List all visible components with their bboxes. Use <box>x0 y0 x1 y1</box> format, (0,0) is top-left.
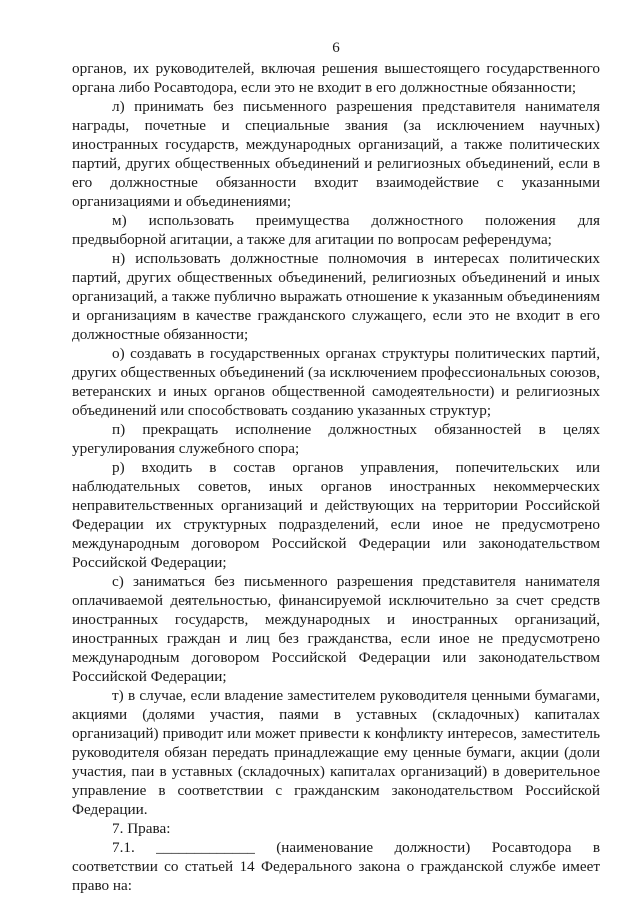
paragraph-item-o: о) создавать в государственных органах структуры политических партий, других общественных объединений (за исключением профессиональных союзов, ветеранских и иных органов общественной самодеятельности) и религиозных объединений или способствовать созданию указанных структур; <box>72 345 600 419</box>
paragraph-item-n: н) использовать должностные полномочия в интересах политических партий, других общественных объединений, религиозных объединений и иных организаций, а также публично выражать отношение к указанным объединениям и организациям в качестве гражданского служащего, если это не входит в его должностные обязанности; <box>72 250 600 343</box>
document-page <box>72 40 600 895</box>
paragraph-7-1: 7.1. _____________ (наименование должности) Росавтодора в соответствии со статьей 14 Федерального закона о гражданской службе имеет право на: <box>72 839 600 894</box>
paragraph-item-p: п) прекращать исполнение должностных обязанностей в целях урегулирования служебного спора; <box>72 421 600 457</box>
paragraph-continuation: органов, их руководителей, включая решения вышестоящего государственного органа либо Росавтодора, если это не входит в его должностные обязанности; <box>72 60 600 96</box>
paragraph-item-r: р) входить в состав органов управления, попечительских или наблюдательных советов, иных органов иностранных некоммерческих неправительственных организаций и действующих на территории Российской Федерации их структурных подразделений, если иное не предусмотрено международным договором Российской Федерации или законодательством Российской Федерации; <box>72 459 600 571</box>
paragraph-item-l: л) принимать без письменного разрешения представителя нанимателя награды, почетные и специальные звания (за исключением научных) иностранных государств, международных организаций, а также политических партий, других общественных объединений и религиозных объединений, если в его должностные обязанности входит взаимодействие с указанными организациями и объединениями; <box>72 98 600 210</box>
paragraph-item-s: с) заниматься без письменного разрешения представителя нанимателя оплачиваемой деятельностью, финансируемой исключительно за счет средств иностранных государств, международных и иностранных организаций, иностранных граждан и лиц без гражданства, если иное не предусмотрено международным договором Российской Федерации или законодательством Российской Федерации; <box>72 573 600 685</box>
paragraph-item-t: т) в случае, если владение заместителем руководителя ценными бумагами, акциями (долями участия, паями в уставных (складочных) капиталах организаций) приводит или может привести к конфликту интересов, заместитель руководителя обязан передать принадлежащие ему ценные бумаги, акции (доли участия, паи в уставных (складочных) капиталах организаций) в доверительное управление в соответствии с гражданским законодательством Российской Федерации. <box>72 687 600 818</box>
page-number: 6 <box>332 40 340 56</box>
document-body <box>72 59 600 895</box>
paragraph-item-m: м) использовать преимущества должностного положения для предвыборной агитации, а также для агитации по вопросам референдума; <box>72 212 600 248</box>
section-heading-rights: 7. Права: <box>112 820 171 837</box>
